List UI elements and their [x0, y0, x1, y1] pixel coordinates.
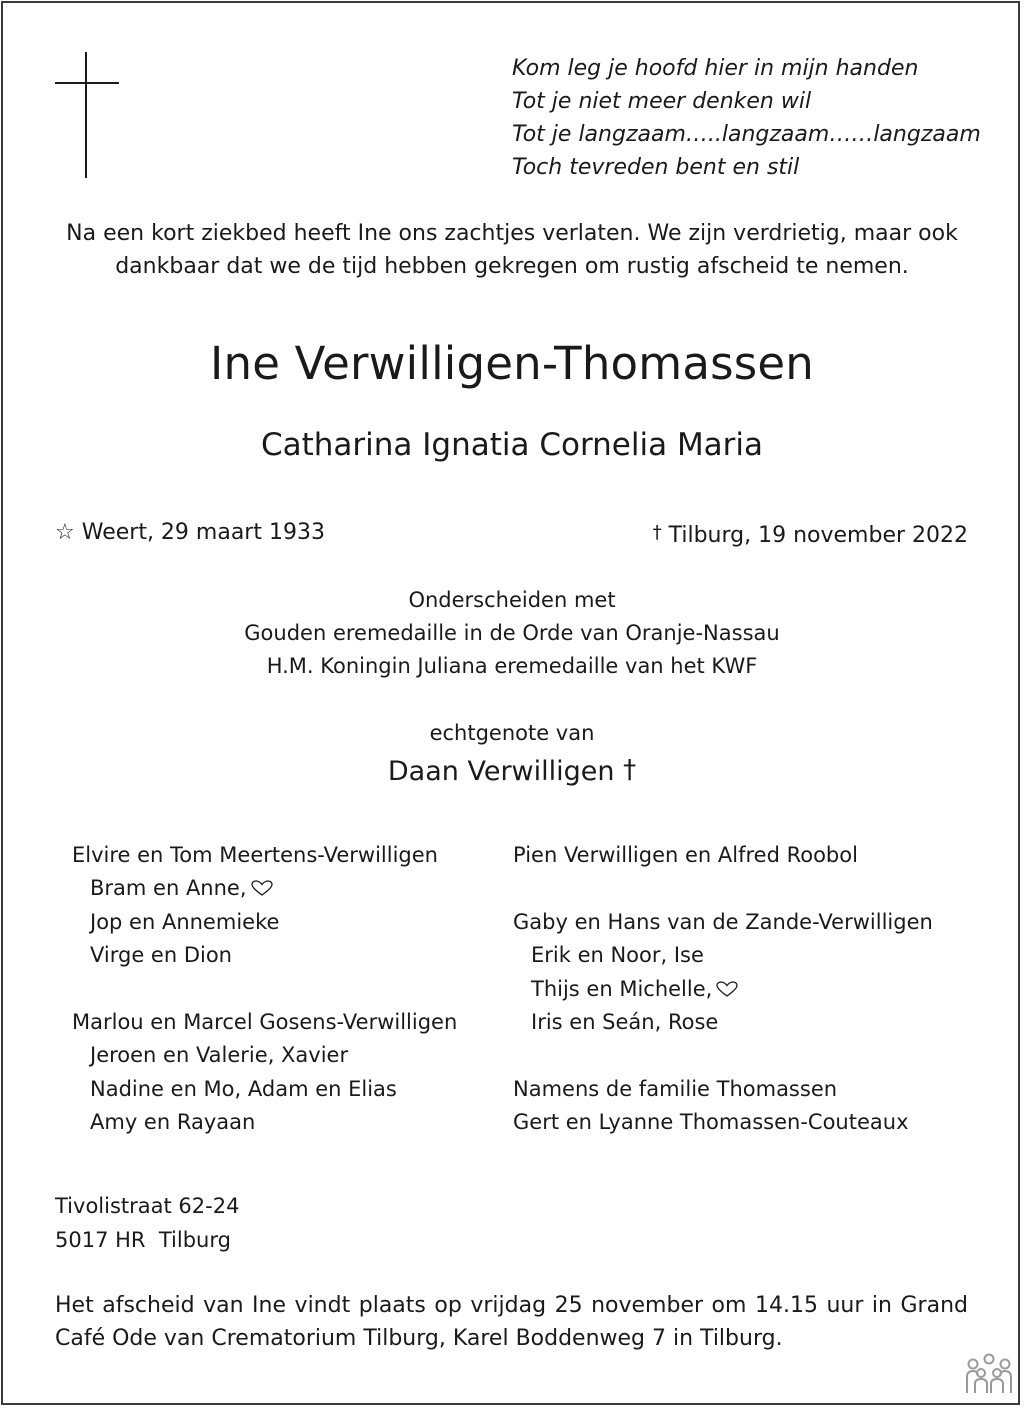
poem-line: Tot je langzaam…..langzaam……langzaam — [512, 122, 981, 147]
family-member: Virge en Dion — [90, 943, 232, 968]
family-member: Iris en Seán, Rose — [531, 1010, 719, 1035]
family-head: Gert en Lyanne Thomassen-Couteaux — [513, 1110, 909, 1135]
heart-icon — [716, 981, 738, 997]
birth-info — [55, 516, 325, 549]
poem — [512, 52, 981, 184]
family-member: Jeroen en Valerie, Xavier — [90, 1043, 349, 1068]
spouse-intro: echtgenote van — [429, 721, 595, 745]
family-member: Amy en Rayaan — [90, 1110, 256, 1135]
address-street: Tivolistraat 62-24 — [55, 1194, 240, 1218]
death-info — [653, 516, 968, 552]
family-left-column — [72, 839, 457, 1140]
family-member: Jop en Annemieke — [90, 909, 280, 934]
honours-heading: Onderscheiden met — [408, 588, 616, 612]
family-member: Erik en Noor, Ise — [531, 943, 704, 968]
family-head: Elvire en Tom Meertens-Verwilligen — [72, 843, 438, 867]
dagger-icon: † — [652, 522, 662, 543]
address — [55, 1189, 239, 1257]
people-logo-icon — [964, 1353, 1014, 1395]
honours — [0, 584, 1024, 683]
family-right-column — [513, 839, 933, 1140]
star-icon: ☆ — [55, 520, 75, 545]
family-head: Namens de familie Thomassen — [513, 1076, 838, 1101]
family-head: Pien Verwilligen en Alfred Roobol — [513, 843, 858, 867]
intro-text — [40, 217, 984, 283]
intro-line-2: dankbaar dat we de tijd hebben gekregen om rustig afscheid te nemen. — [115, 254, 909, 279]
spouse-name: Daan Verwilligen — [387, 756, 615, 787]
family-member: Bram en Anne, — [72, 872, 457, 905]
farewell-text: Het afscheid van Ine vindt plaats op vrijdag 25 november om 14.15 uur in Grand Café Ode van Crematorium Tilburg, Karel Boddenweg 7 in Tilburg. — [55, 1293, 968, 1351]
spouse-line — [0, 750, 1024, 792]
dagger-icon: † — [623, 755, 637, 785]
cross-icon — [55, 52, 119, 180]
heart-icon — [251, 880, 273, 896]
intro-line-1: Na een kort ziekbed heeft Ine ons zachtjes verlaten. We zijn verdrietig, maar ook — [66, 221, 958, 246]
birth-date: Weert, 29 maart 1933 — [81, 520, 325, 545]
spacer — [72, 973, 457, 1006]
death-date: Tilburg, 19 november 2022 — [668, 523, 968, 548]
given-names: Catharina Ignatia Cornelia Maria — [260, 427, 764, 463]
poem-line: Tot je niet meer denken wil — [512, 89, 812, 114]
spacer — [513, 872, 933, 905]
spacer — [513, 1039, 933, 1072]
address-city: 5017 HR Tilburg — [55, 1228, 231, 1252]
family-head: Marlou en Marcel Gosens-Verwilligen — [72, 1010, 458, 1035]
family-member: Thijs en Michelle, — [513, 973, 933, 1006]
poem-line: Toch tevreden bent en stil — [512, 155, 800, 180]
deceased-name: Ine Verwilligen-Thomassen — [210, 337, 814, 390]
family-head: Gaby en Hans van de Zande-Verwilligen — [513, 909, 933, 934]
honour-item: H.M. Koningin Juliana eremedaille van het KWF — [266, 654, 758, 678]
poem-line: Kom leg je hoofd hier in mijn handen — [512, 56, 919, 81]
family-member: Nadine en Mo, Adam en Elias — [90, 1076, 397, 1101]
honour-item: Gouden eremedaille in de Orde van Oranje-Nassau — [244, 621, 780, 645]
